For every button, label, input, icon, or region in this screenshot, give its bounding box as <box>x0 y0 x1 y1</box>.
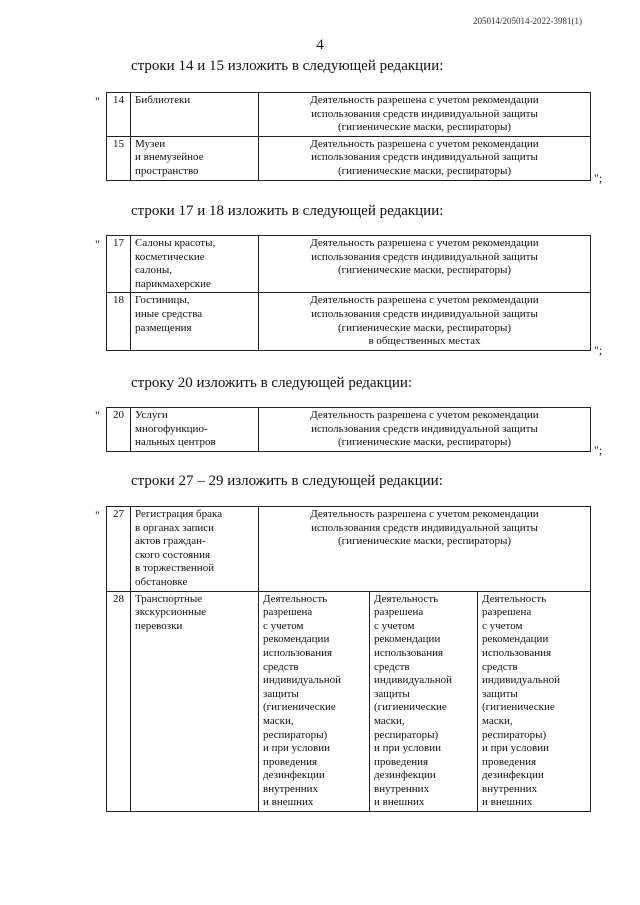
row-number: 14 <box>107 93 131 137</box>
row-activity: Деятельность разрешена с учетом рекомендации использования средств индивидуальной защиты (гигиенические маски, респираторы) <box>259 93 591 137</box>
section-heading: строки 17 и 18 изложить в следующей редакции: <box>131 203 444 219</box>
row-name: Транспортные экскурсионные перевозки <box>131 591 259 812</box>
table-row <box>107 293 591 350</box>
row-activity-col-3: Деятельность разрешена с учетом рекомендации использования средств индивидуальной защиты (гигиенические маски, респираторы) и при условии проведения дезинфекции внутренних и внешних <box>478 591 591 812</box>
section-heading: строки 14 и 15 изложить в следующей редакции: <box>131 58 444 74</box>
row-number: 15 <box>107 136 131 180</box>
document-id: 205014/205014-2022-3981(1) <box>473 16 582 26</box>
close-quote: "; <box>594 443 603 457</box>
row-activity: Деятельность разрешена с учетом рекомендации использования средств индивидуальной защиты (гигиенические маски, респираторы) <box>259 236 591 293</box>
row-name: Музеи и внемузейное пространство <box>131 136 259 180</box>
close-quote: "; <box>594 171 603 185</box>
section-heading: строки 27 – 29 изложить в следующей редакции: <box>131 473 443 489</box>
row-name: Услуги многофункцио- нальных центров <box>131 408 259 452</box>
row-number: 18 <box>107 293 131 350</box>
row-number: 27 <box>107 507 131 592</box>
row-number: 17 <box>107 236 131 293</box>
table-row <box>107 93 591 137</box>
amendment-table <box>106 92 591 181</box>
table-row <box>107 408 591 452</box>
table-row <box>107 236 591 293</box>
table-row <box>107 136 591 180</box>
row-activity: Деятельность разрешена с учетом рекомендации использования средств индивидуальной защиты (гигиенические маски, респираторы) <box>259 136 591 180</box>
row-activity: Деятельность разрешена с учетом рекомендации использования средств индивидуальной защиты (гигиенические маски, респираторы) <box>259 408 591 452</box>
table-row <box>107 507 591 592</box>
row-activity-col-1: Деятельность разрешена с учетом рекомендации использования средств индивидуальной защиты (гигиенические маски, респираторы) и при условии проведения дезинфекции внутренних и внешних <box>259 591 370 812</box>
open-quote: " <box>95 94 100 108</box>
open-quote: " <box>95 237 100 251</box>
amendment-table <box>106 506 591 812</box>
close-quote: "; <box>594 343 603 357</box>
row-name: Библиотеки <box>131 93 259 137</box>
row-name: Салоны красоты, косметические салоны, парикмахерские <box>131 236 259 293</box>
section-heading: строку 20 изложить в следующей редакции: <box>131 375 413 391</box>
row-number: 28 <box>107 591 131 812</box>
table-row <box>107 591 591 812</box>
row-activity: Деятельность разрешена с учетом рекомендации использования средств индивидуальной защиты (гигиенические маски, респираторы) <box>259 507 591 592</box>
row-number: 20 <box>107 408 131 452</box>
page-number: 4 <box>316 37 324 53</box>
open-quote: " <box>95 508 100 522</box>
amendment-table <box>106 235 591 351</box>
amendment-table <box>106 407 591 452</box>
row-activity: Деятельность разрешена с учетом рекомендации использования средств индивидуальной защиты (гигиенические маски, респираторы) в общественных местах <box>259 293 591 350</box>
row-activity-col-2: Деятельность разрешена с учетом рекомендации использования средств индивидуальной защиты (гигиенические маски, респираторы) и при условии проведения дезинфекции внутренних и внешних <box>370 591 478 812</box>
row-name: Гостиницы, иные средства размещения <box>131 293 259 350</box>
row-name: Регистрация брака в органах записи актов граждан- ского состояния в торжественной обстановке <box>131 507 259 592</box>
open-quote: " <box>95 408 100 422</box>
